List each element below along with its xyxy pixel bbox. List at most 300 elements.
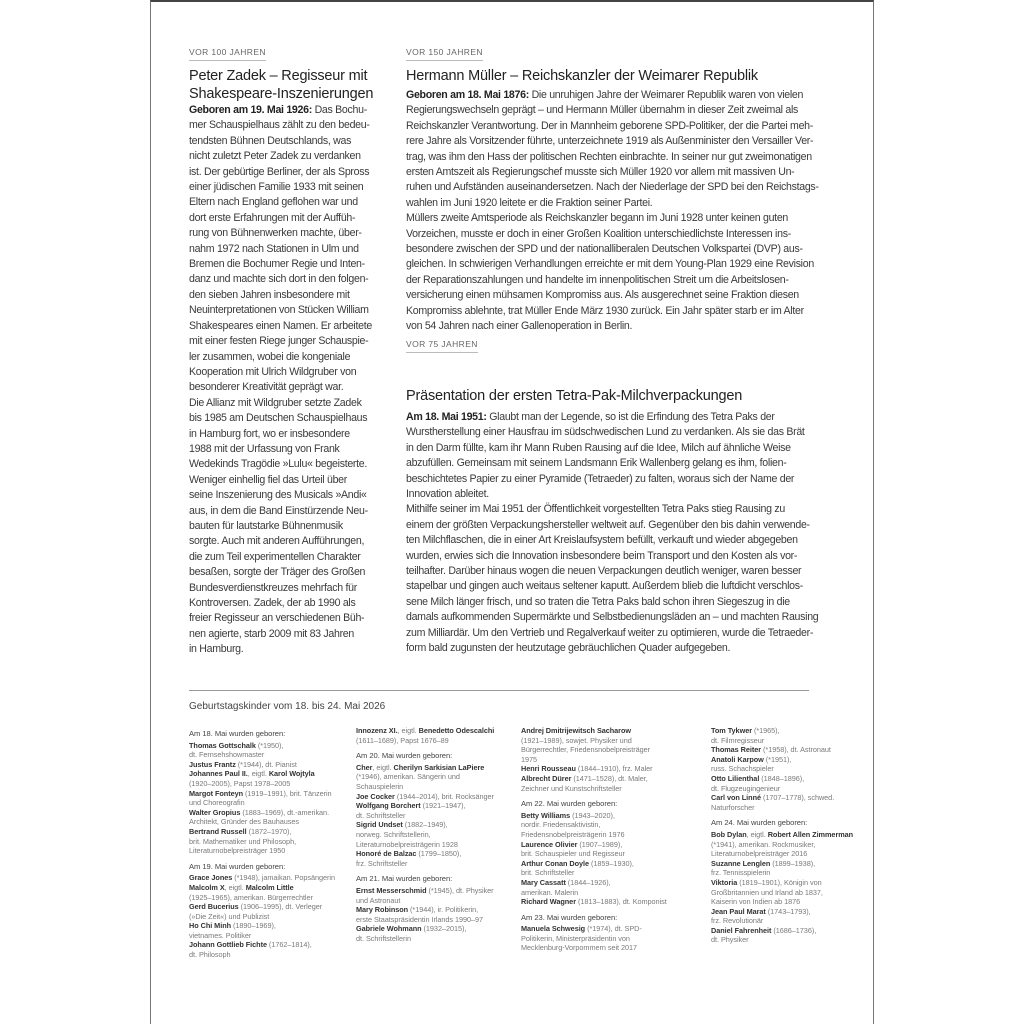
text-line (406, 319, 819, 334)
text-line (189, 473, 372, 488)
birthday-detail: (1944–2014), brit. Rocksänger (394, 791, 494, 801)
birthday-detail: (*1944), ir. Politikerin, (408, 905, 479, 915)
birthday-line (711, 935, 853, 945)
birthday-line (356, 736, 494, 746)
lead-date: Geboren am 18. Mai 1876: (406, 89, 529, 101)
birthday-detail: (1883–1969), dt.-amerikan. (240, 807, 330, 817)
person-name: Suzanne Lenglen (711, 858, 771, 868)
text-line (406, 119, 819, 134)
text-line (406, 502, 818, 517)
birthday-detail: (1859–1930), (589, 858, 634, 868)
birthday-detail: (1743–1793), (765, 906, 811, 916)
text-segment: Bundesverdienstkreuzes mehrfach für (189, 581, 357, 594)
text-segment: trag, was ihm den Hass der politischen Rechten einbrachte. In seiner nur gut zweimonatigen (406, 150, 812, 163)
text-line (406, 410, 818, 425)
text-segment: gleichen. In schwierigen Verhandlungen erreichte er mit dem Young-Plan 1929 eine Revision (406, 258, 814, 271)
birthday-line (356, 840, 494, 850)
text-line (189, 319, 372, 334)
birthday-line (521, 840, 667, 850)
text-line (189, 334, 372, 349)
text-line (406, 242, 819, 257)
birthday-line (356, 792, 494, 802)
birthday-line (711, 859, 853, 869)
birthday-line (521, 849, 667, 859)
birthday-line (189, 827, 335, 837)
person-name: Robert Allen Zimmerman (767, 829, 854, 839)
text-segment: sene Milch länger frisch, und so traten die Tetra Paks bald schon ihren Siegeszug in die (406, 595, 790, 608)
text-line (189, 257, 372, 272)
text-segment: Reichskanzler Verantwortung. Der in Mannheim geborene SPD-Politiker, der die Partei meh- (406, 119, 813, 132)
birthday-line (521, 934, 667, 944)
birthday-detail: Schauspielerin (356, 781, 404, 791)
person-name: Sigrid Undset (356, 820, 403, 830)
text-segment: mer Schauspielhaus zählt zu den bedeu- (189, 119, 370, 132)
birthday-line (711, 868, 853, 878)
person-name: Viktoria (711, 877, 738, 887)
article-body (406, 88, 819, 335)
person-name: Andrej Dmitrijewitsch Sacharow (521, 726, 632, 735)
birthday-line (189, 769, 335, 779)
text-line (406, 180, 819, 195)
birthday-detail: (*1974), dt. SPD- (585, 924, 642, 934)
birthday-detail: dt. Physiker (711, 935, 749, 945)
birthday-detail: , eigtl. (372, 762, 394, 772)
text-segment: beschichtetes Papier zu einer Pyramide (Tetraeder) zu falten, woraus sich der Name der (406, 472, 795, 485)
birthday-detail: dt. Schriftstellerin (356, 933, 411, 943)
person-name: Albrecht Dürer (521, 773, 572, 783)
person-name: Grace Jones (189, 873, 233, 883)
text-segment: 1988 mit der Urfassung von Frank (189, 442, 340, 455)
section-label: VOR 100 JAHREN (189, 47, 266, 61)
birthday-detail: (1686–1736), (771, 925, 817, 935)
birthday-detail: dt. Philosoph (189, 950, 231, 960)
birthday-line (711, 916, 853, 926)
birthday-line (521, 878, 667, 888)
birthday-line (356, 811, 494, 821)
birthday-line (711, 849, 853, 859)
birthday-line (711, 878, 853, 888)
birthday-detail: (*1941), amerikan. Rockmusiker, (711, 839, 816, 849)
person-name: Mary Robinson (356, 905, 409, 915)
birthday-detail: brit. Mathematiker und Philosoph, (189, 836, 297, 846)
text-line (406, 211, 819, 226)
birthday-line (356, 782, 494, 792)
article-title (189, 67, 373, 103)
birthday-line (356, 830, 494, 840)
text-line (189, 288, 372, 303)
birthdays-title: Geburtstagskinder vom 18. bis 24. Mai 2026 (189, 701, 386, 712)
birthday-line (189, 750, 335, 760)
person-name: Malcolm X (189, 882, 225, 892)
text-line (406, 533, 818, 548)
birthday-detail: (1932–2015), (421, 924, 467, 934)
text-segment: Neuinterpretationen von Stücken William (189, 304, 369, 317)
text-line (406, 227, 819, 242)
birthday-detail: (*1950), (255, 740, 284, 750)
person-name: Bertrand Russell (189, 826, 247, 836)
birthday-detail: (1943–2020), (570, 810, 615, 820)
text-line (406, 610, 818, 625)
text-segment: Regierungswechseln geprägt – und Hermann Müller übernahm in dieser Zeit zweimal als (406, 104, 798, 117)
birthday-detail: dt. Fernsehshowmaster (189, 750, 265, 760)
text-segment: danz und machte sich dort in den folgen- (189, 273, 369, 286)
birthday-detail: (1920–2005), Papst 1978–2005 (189, 778, 291, 788)
birthday-detail: norweg. Schriftstellerin, (356, 829, 431, 839)
text-segment: den sieben Jahren insbesondere mit (189, 288, 350, 301)
person-name: Walter Gropius (189, 807, 241, 817)
birthday-line (521, 820, 667, 830)
title-line: Shakespeare-Inszenierungen (189, 86, 374, 102)
birthday-column (521, 726, 667, 953)
birthday-detail: (1819–1901), Königin von (737, 877, 822, 887)
birthday-detail: (1882–1949), (402, 820, 448, 830)
birthday-line (189, 931, 335, 941)
text-segment: versicherung einen mühsamen Kompromiss aus. Als ausgerechnet seine Fraktion diesen (406, 289, 799, 302)
text-line (406, 641, 818, 656)
text-line (189, 581, 372, 596)
person-name: Daniel Fahrenheit (711, 925, 772, 935)
text-line (189, 642, 372, 657)
text-segment: bis 1985 am Deutschen Schauspielhaus (189, 412, 368, 425)
birthday-line (711, 803, 853, 813)
text-line (406, 273, 819, 288)
birthday-column (189, 726, 335, 960)
birthday-line (711, 830, 853, 840)
birthday-line (521, 811, 667, 821)
birthday-detail: (1762–1814), (266, 940, 312, 950)
person-name: Karol Wojtyla (268, 769, 315, 779)
birthday-detail: Mecklenburg-Vorpommern seit 2017 (521, 943, 638, 953)
text-line (189, 396, 372, 411)
text-segment: Weniger einhellig fiel das Urteil über (189, 473, 347, 486)
text-line (406, 304, 819, 319)
person-name: Betty Williams (521, 810, 571, 820)
birthday-line (521, 830, 667, 840)
birthday-detail: , eigtl. (746, 829, 768, 839)
text-segment: in Hamburg fort, wo er insbesondere (189, 427, 350, 440)
birthday-line (711, 774, 853, 784)
text-line (406, 564, 818, 579)
person-name: Carl von Linné (711, 793, 761, 803)
birthday-detail: brit. Schriftsteller (521, 868, 575, 878)
text-segment: ten Milchflaschen, die in einer Art Kreislaufsystem befüllt, verkauft und wieder abgegeben (406, 534, 798, 547)
text-line (189, 211, 372, 226)
text-segment: dort erste Erfahrungen mit der Auffüh- (189, 211, 356, 224)
text-segment: Glaubt man der Legende, so ist die Erfindung des Tetra Paks der (486, 411, 775, 423)
person-name: Gabriele Wohmann (356, 924, 422, 934)
birthday-line (521, 868, 667, 878)
text-line (189, 550, 372, 565)
person-name: Cher (356, 762, 373, 772)
text-segment: in den Darm füllte, kam ihr Mann Ruben Rausing auf die Idee, Milch auf ähnliche Weise (406, 441, 791, 454)
birthday-detail: Kaiserin von Indien ab 1876 (711, 897, 801, 907)
birthday-line (356, 726, 494, 736)
text-segment: ler zusammen, wobei die kongeniale (189, 350, 351, 363)
text-line (406, 425, 818, 440)
text-segment: rung von Bühnenwerken machte, über- (189, 227, 362, 240)
text-line (189, 272, 372, 287)
birthday-detail: Naturforscher (711, 802, 755, 812)
text-segment: Kooperation mit Ulrich Wildgruber von (189, 365, 357, 378)
birthday-detail: (1921–1989), sowjet. Physiker und (521, 735, 632, 745)
birthday-line (711, 784, 853, 794)
person-name: Johann Gottlieb Fichte (189, 940, 267, 950)
birthday-detail: (*1965), (752, 726, 780, 735)
birthday-detail: dt. Schriftsteller (356, 810, 406, 820)
birthday-line (356, 934, 494, 944)
birthday-line (356, 763, 494, 773)
text-segment: abzufüllen. Gemeinsam mit seinem Landsmann Erik Wallenberg gelang es ihm, folien- (406, 457, 787, 470)
birthday-detail: Politikerin, Ministerpräsidentin von (521, 933, 630, 943)
text-line (189, 149, 372, 164)
birthday-line (711, 736, 853, 746)
birthday-detail: erste Staatspräsidentin Irlands 1990–97 (356, 914, 484, 924)
text-line (189, 411, 372, 426)
birthday-detail: Bürgerrechtler, Friedensnobelpreisträger (521, 745, 651, 755)
birthday-detail: frz. Tennisspielerin (711, 868, 771, 878)
person-name: Laurence Olivier (521, 839, 578, 849)
text-line (189, 488, 372, 503)
text-segment: Die Allianz mit Wildgruber setzte Zadek (189, 396, 362, 409)
text-line (406, 472, 818, 487)
text-line (406, 88, 819, 103)
text-line (189, 611, 372, 626)
text-segment: rere Jahre als Vorsitzender führte, unterzeichnete 1919 als Außenminister den Versailler Ver- (406, 135, 814, 148)
birthday-detail: frz. Schriftsteller (356, 858, 408, 868)
text-line (189, 350, 372, 365)
birthday-detail: und Choreografin (189, 798, 245, 808)
text-segment: tendsten Bühnen Deutschlands, was (189, 134, 352, 147)
birthday-detail: (1848–1896), (759, 773, 805, 783)
birthday-detail: , eigtl. (224, 882, 246, 892)
birthday-detail: (1844–1910), frz. Maler (575, 764, 653, 774)
birthday-line (189, 883, 335, 893)
text-line (406, 134, 819, 149)
birthday-line (711, 745, 853, 755)
birthday-line (711, 907, 853, 917)
calendar-page (150, 0, 874, 1024)
person-name: Thomas Reiter (711, 745, 762, 755)
text-line (406, 626, 818, 641)
person-name: Honoré de Balzac (356, 849, 417, 859)
birthday-line (521, 897, 667, 907)
birthday-detail: amerikan. Malerin (521, 887, 579, 897)
birthday-detail: (1799–1850), (416, 849, 462, 859)
birthday-line (521, 726, 667, 736)
text-line (406, 456, 818, 471)
birthday-detail: (*1951), (763, 754, 792, 764)
title-line: Peter Zadek – Regisseur mit (189, 68, 368, 84)
birthday-detail: (1899–1938), (770, 858, 816, 868)
birthday-line (521, 736, 667, 746)
text-line (189, 504, 372, 519)
text-segment: besondere zwischen der SPD und der nationalliberalen Deutschen Volkspartei (DVP) aus- (406, 243, 803, 256)
text-line (406, 165, 819, 180)
text-line (406, 441, 818, 456)
text-line (406, 518, 818, 533)
person-name: Ho Chi Minh (189, 921, 232, 931)
birthday-line (521, 784, 667, 794)
section-divider (189, 690, 809, 691)
birthday-line (521, 888, 667, 898)
person-name: Ernst Messerschmid (356, 885, 427, 895)
birthday-detail: (*1946), amerikan. Sängerin und (356, 772, 460, 782)
text-segment: damals aufkommenden Supermärkte und Selbstbedienungsläden an – und machten Rausing (406, 611, 819, 624)
text-segment: aus, in dem die Band Einstürzende Neu- (189, 504, 368, 517)
birthday-line (521, 924, 667, 934)
birthday-detail: dt. Flugzeugingenieur (711, 783, 781, 793)
person-name: Otto Lilienthal (711, 773, 760, 783)
text-line (189, 103, 372, 118)
person-name: Bob Dylan (711, 829, 747, 839)
person-name: Joe Cocker (356, 791, 395, 801)
birthday-detail: brit. Schauspieler und Regisseur (521, 849, 625, 859)
text-line (189, 427, 372, 442)
title-line: Präsentation der ersten Tetra-Pak-Milchverpackungen (406, 388, 743, 404)
person-name: Mary Cassatt (521, 877, 566, 887)
text-segment: zum Milliardär. Um den Vertrieb und Regalverkauf weiter zu optimieren, wurde die Tetraeder- (406, 626, 814, 639)
text-segment: seine Inszenierung des Musicals »Andi« (189, 489, 367, 502)
birthday-line (711, 764, 853, 774)
person-name: Cherilyn Sarkisian LaPiere (393, 762, 485, 772)
birthday-line (711, 926, 853, 936)
text-segment: Kompromiss ablehnte, trat Müller Ende März 1930 zurück. Ein Jahr später starb er im Alter (406, 304, 804, 317)
person-name: Benedetto Odescalchi (418, 726, 495, 735)
section-label: VOR 75 JAHREN (406, 339, 478, 353)
person-name: Malcolm Little (245, 882, 294, 892)
birthday-detail: (1707–1778), schwed. (760, 793, 835, 803)
birthday-line (189, 789, 335, 799)
birthday-detail: Großbritannien und Irland ab 1837, (711, 887, 823, 897)
date-heading: Am 21. Mai wurden geboren: (356, 874, 453, 884)
text-line (406, 487, 818, 502)
birthday-line (189, 912, 335, 922)
text-line (189, 180, 372, 195)
birthday-detail: , eigtl. (247, 769, 269, 779)
birthday-line (711, 840, 853, 850)
person-name: Innozenz XI. (356, 726, 398, 735)
lead-date: Am 18. Mai 1951: (406, 411, 487, 423)
text-segment: besonderer Kreativität geprägt war. (189, 381, 344, 394)
text-segment: ruhen und Aufständen auseinandersetzen. Nach der Niederlage der SPD bei den Reichstags- (406, 181, 819, 194)
birthday-line (711, 793, 853, 803)
birthday-line (356, 924, 494, 934)
birthday-line (189, 779, 335, 789)
text-segment: form bald zugunsten der heutzutage gebräuchlichen Quader aufgegeben. (406, 642, 731, 655)
person-name: Wolfgang Borchert (356, 801, 421, 811)
text-segment: nahm 1972 nach Stationen in Ulm und (189, 242, 359, 255)
text-segment: Wedekinds Tragödie »Lulu« begeisterte. (189, 458, 368, 471)
birthday-detail: und Astronaut (356, 895, 401, 905)
birthday-line (189, 921, 335, 931)
birthday-detail: (1844–1926), (565, 877, 611, 887)
text-segment: besaßen, sorgte der Träger des Großen (189, 566, 366, 579)
person-name: Gerd Bucerius (189, 902, 239, 912)
birthday-detail: (1813–1883), dt. Komponist (575, 897, 667, 907)
text-line (406, 150, 819, 165)
text-line (406, 257, 819, 272)
birthday-line (711, 726, 853, 736)
person-name: Johannes Paul II. (189, 769, 248, 779)
birthday-line (356, 849, 494, 859)
person-name: Justus Frantz (189, 759, 236, 769)
birthday-line (189, 950, 335, 960)
birthday-detail: Literaturnobelpreisträgerin 1928 (356, 839, 458, 849)
birthday-line (356, 886, 494, 896)
birthday-column (356, 726, 494, 943)
text-segment: Kontroversen. Zadek, der ab 1990 als (189, 597, 356, 609)
text-segment: Mithilfe seiner im Mai 1951 der Öffentlichkeit vorgestellten Tetra Paks stieg Rausing zu (406, 503, 785, 516)
birthday-detail: Friedensnobelpreisträgerin 1976 (521, 829, 625, 839)
title-line: Hermann Müller – Reichskanzler der Weimarer Republik (406, 68, 758, 84)
birthday-line (189, 798, 335, 808)
text-segment: der Reparationszahlungen und handelte im innenpolitischen Streit um die Arbeitslosen- (406, 273, 789, 286)
text-line (189, 380, 372, 395)
text-segment: stapelbar und gingen auch weitaus seltener kaputt. Außerdem blieb die luftdicht verschlos- (406, 580, 803, 593)
text-line (406, 103, 819, 118)
text-segment: bauten für lautstarke Bühnenmusik (189, 519, 343, 532)
article-body (189, 103, 372, 658)
birthday-detail: (1872–1970), (246, 826, 292, 836)
birthday-line (189, 760, 335, 770)
person-name: Arthur Conan Doyle (521, 858, 590, 868)
person-name: Thomas Gottschalk (189, 740, 256, 750)
text-segment: ist. Der gebürtige Berliner, der als Spross (189, 165, 370, 178)
text-segment: Shakespeares einen Namen. Er arbeitete (189, 319, 372, 332)
text-line (189, 195, 372, 210)
birthday-detail: , eigtl. (397, 726, 419, 735)
birthday-line (189, 893, 335, 903)
text-line (189, 365, 372, 380)
birthday-line (356, 896, 494, 906)
text-line (189, 457, 372, 472)
text-line (406, 549, 818, 564)
text-segment: nicht zuletzt Peter Zadek zu verdanken (189, 150, 361, 163)
birthday-detail: (*1945), dt. Physiker (426, 885, 494, 895)
article-title (406, 67, 758, 85)
birthday-detail: (1890–1969), (231, 921, 276, 931)
text-line (189, 442, 372, 457)
birthday-detail: 1975 (521, 754, 538, 764)
person-name: Tom Tykwer (711, 726, 752, 735)
birthday-line (356, 801, 494, 811)
text-line (406, 196, 819, 211)
birthday-detail: Literaturnobelpreisträger 1950 (189, 846, 286, 856)
birthday-line (521, 745, 667, 755)
birthday-line (521, 859, 667, 869)
text-segment: Bremen die Bochumer Regie und Inten- (189, 258, 365, 271)
text-segment: teilhafter. Darüber hinaus wogen die neuen Verpackungen deutlich weniger, waren besser (406, 565, 802, 578)
birthday-line (189, 741, 335, 751)
text-segment: die zum Teil experimentellen Charakter (189, 550, 361, 563)
text-line (189, 596, 372, 611)
birthday-line (711, 897, 853, 907)
birthday-line (356, 905, 494, 915)
birthday-detail: (1907–1989), (577, 839, 623, 849)
birthday-detail: vietnames. Politiker (189, 930, 252, 940)
lead-date: Geboren am 19. Mai 1926: (189, 104, 312, 116)
birthday-detail: Literaturnobelpreisträger 2016 (711, 849, 808, 859)
text-segment: freier Regisseur an verschiedenen Büh- (189, 612, 365, 625)
birthday-line (189, 846, 335, 856)
birthday-line (356, 772, 494, 782)
person-name: Henri Rousseau (521, 764, 576, 774)
birthday-detail: (*1958), dt. Astronaut (761, 745, 831, 755)
text-segment: wurden, erwies sich die Innovation insbesondere beim Transport und den Kosten als vor- (406, 549, 798, 562)
birthday-detail: (1921–1947), (420, 801, 466, 811)
text-line (406, 579, 818, 594)
section-label: VOR 150 JAHREN (406, 47, 483, 61)
